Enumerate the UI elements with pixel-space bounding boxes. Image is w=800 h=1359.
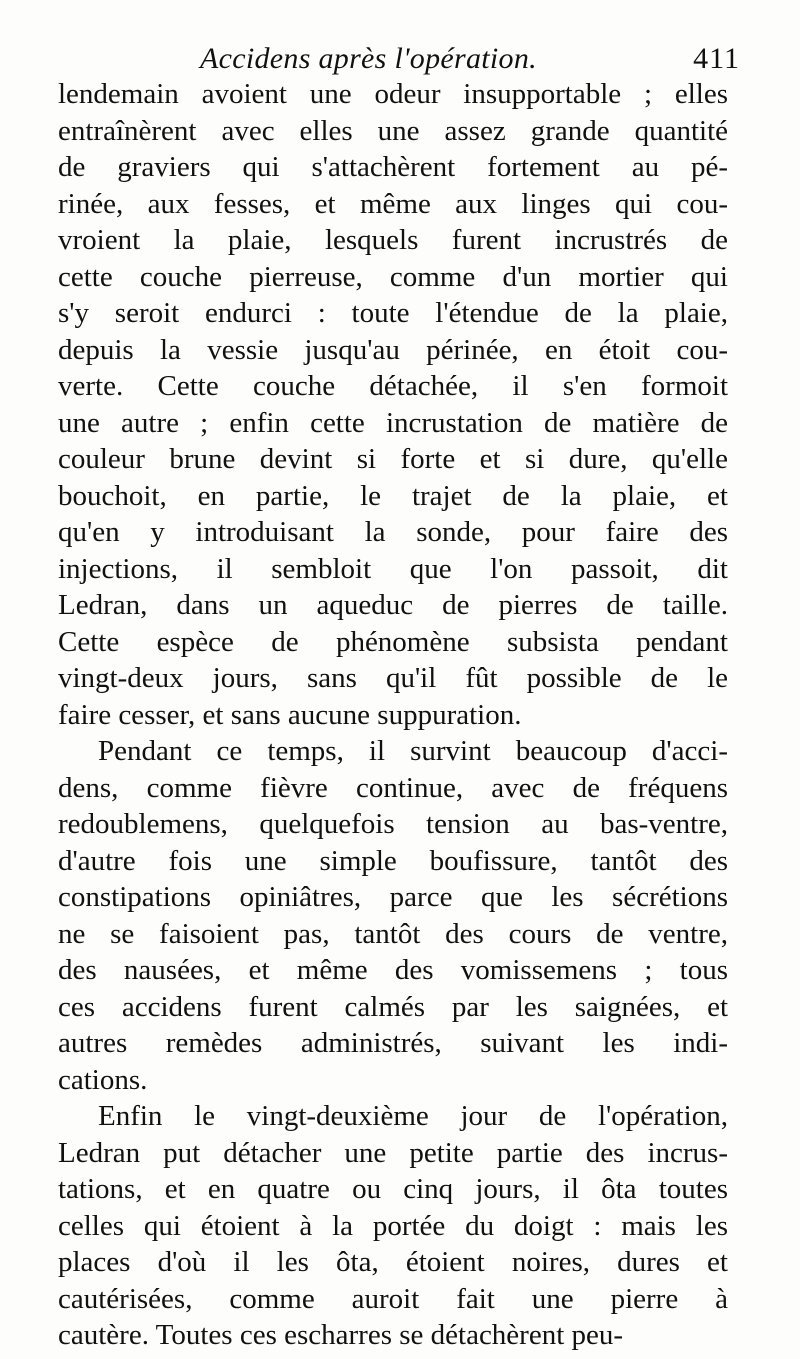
text-line: Ledran put détacher une petite partie des incrus- xyxy=(58,1136,728,1169)
text-line: depuis la vessie jusqu'au périnée, en étoit cou- xyxy=(58,333,728,366)
page-number: 411 xyxy=(693,42,740,75)
text-line: dens, comme fièvre continue, avec de fréquens xyxy=(58,771,728,804)
text-line: ces accidens furent calmés par les saignées, et xyxy=(58,990,728,1023)
text-line: redoublemens, quelquefois tension au bas-ventre, xyxy=(58,808,728,840)
text-line: des nausées, et même des vomissemens ; tous xyxy=(58,954,728,986)
text-line: tations, et en quatre ou cinq jours, il ôta toutes xyxy=(58,1173,728,1205)
text-line: Cette espèce de phénomène subsista pendant xyxy=(58,625,728,658)
text-line: Pendant ce temps, il survint beaucoup d'acci- xyxy=(98,735,728,767)
text-line: lendemain avoient une odeur insupportable ; elles xyxy=(58,78,728,110)
text-line: places d'où il les ôta, étoient noires, dures et xyxy=(58,1246,728,1278)
text-line: ne se faisoient pas, tantôt des cours de ventre, xyxy=(58,917,728,950)
text-line: qu'en y introduisant la sonde, pour faire des xyxy=(58,516,728,548)
text-line: couleur brune devint si forte et si dure, qu'elle xyxy=(58,443,728,475)
text-line: injections, il sembloit que l'on passoit, dit xyxy=(58,552,728,585)
paragraph xyxy=(58,733,728,1098)
text-line: s'y seroit endurci : toute l'étendue de la plaie, xyxy=(58,297,728,329)
text-line: bouchoit, en partie, le trajet de la plaie, et xyxy=(58,479,728,512)
text-line: rinée, aux fesses, et même aux linges qui cou- xyxy=(58,187,728,220)
text-line: faire cesser, et sans aucune suppuration. xyxy=(58,698,522,731)
text-line: cautère. Toutes ces escharres se détachèrent peu- xyxy=(58,1319,624,1351)
text-line: de graviers qui s'attachèrent fortement au pé- xyxy=(58,151,728,183)
text-line: constipations opiniâtres, parce que les sécrétions xyxy=(58,881,728,913)
text-line: Enfin le vingt-deuxième jour de l'opération, xyxy=(98,1100,728,1132)
text-line: celles qui étoient à la portée du doigt : mais les xyxy=(58,1209,728,1242)
text-line: cette couche pierreuse, comme d'un mortier qui xyxy=(58,260,728,293)
text-line: cautérisées, comme auroit fait une pierre à xyxy=(58,1282,728,1315)
text-line: d'autre fois une simple boufissure, tantôt des xyxy=(58,844,728,877)
text-line: vroient la plaie, lesquels furent incrustrés de xyxy=(58,224,728,256)
text-line: cations. xyxy=(58,1063,148,1096)
running-title: Accidens après l'opération. xyxy=(200,42,537,75)
text-line: autres remèdes administrés, suivant les indi- xyxy=(58,1027,728,1059)
text-line: Ledran, dans un aqueduc de pierres de taille. xyxy=(58,589,728,621)
paragraph xyxy=(58,76,728,733)
body-text xyxy=(58,76,728,1354)
text-line: vingt-deux jours, sans qu'il fût possible de le xyxy=(58,662,728,694)
text-line: une autre ; enfin cette incrustation de matière de xyxy=(58,406,728,439)
paragraph xyxy=(58,1098,728,1354)
text-line: verte. Cette couche détachée, il s'en formoit xyxy=(58,370,728,402)
text-line: entraînèrent avec elles une assez grande quantité xyxy=(58,114,728,147)
